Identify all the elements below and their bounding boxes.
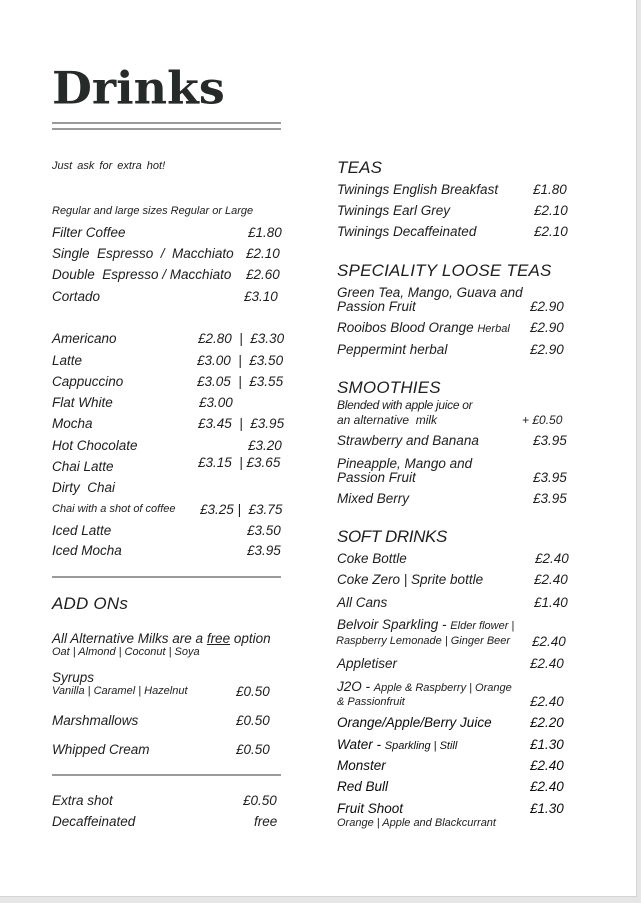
water-name: Water - — [337, 737, 385, 752]
whipped-cream-price: £0.50 — [236, 742, 270, 757]
item-name: Flat White — [52, 395, 113, 410]
item-name: Fruit Shoot — [337, 801, 404, 816]
item-price: £2.60 — [246, 267, 280, 282]
alt-milks-free: free — [206, 631, 231, 646]
item-name — [337, 738, 457, 752]
item-name: Coke Zero | Sprite bottle — [337, 572, 484, 587]
alt-milks-pre: All Alternative Milks are a — [52, 631, 207, 646]
extra-shot-price: £0.50 — [243, 793, 277, 808]
syrups-price: £0.50 — [236, 684, 270, 699]
belvoir-name: Belvoir Sparkling - — [337, 617, 451, 632]
item-price: £2.10 — [534, 203, 568, 218]
item-name: Monster — [337, 758, 386, 773]
item-price: £3.50 — [247, 523, 281, 538]
item-name: Americano — [52, 331, 117, 346]
item-name: Iced Mocha — [52, 543, 122, 558]
item-price: £3.95 — [533, 433, 567, 448]
item-price: £3.25 | £3.75 — [200, 502, 283, 517]
item-name — [337, 618, 514, 632]
item-name: Peppermint herbal — [337, 342, 448, 357]
item-name: Pineapple, Mango and — [337, 456, 473, 471]
item-price: £2.80 | £3.30 — [198, 331, 285, 346]
page-title: Drinks — [52, 61, 225, 115]
item-price: £3.05 | £3.55 — [197, 374, 284, 389]
section-divider — [52, 774, 281, 776]
item-name: Passion Fruit — [337, 470, 416, 485]
belvoir-flavours: Raspberry Lemonade | Ginger Beer — [336, 635, 511, 647]
item-price: £3.15 | £3.65 — [198, 455, 281, 470]
rooibos-sub: Herbal — [477, 323, 510, 335]
marshmallows-price: £0.50 — [236, 713, 270, 728]
item-name: All Cans — [337, 595, 388, 610]
item-price: £3.45 | £3.95 — [198, 416, 285, 431]
item-price: £2.40 — [534, 572, 568, 587]
item-price: £1.80 — [533, 182, 567, 197]
item-name: Strawberry and Banana — [337, 433, 479, 448]
smoothies-note: Blended with apple juice or — [337, 398, 473, 412]
item-price: £3.00 — [199, 395, 233, 410]
item-name — [337, 321, 510, 335]
soft-drinks-heading: SOFT DRINKS — [337, 527, 447, 546]
sizes-note: Regular and large sizes Regular or Large — [52, 205, 254, 217]
syrups-label: Syrups — [52, 670, 95, 685]
extra-hot-note: Just ask for extra hot! — [52, 160, 166, 172]
item-name: Orange/Apple/Berry Juice — [337, 715, 492, 730]
decaf-label: Decaffeinated — [52, 814, 136, 829]
extra-shot-label: Extra shot — [52, 793, 113, 808]
whipped-cream-label: Whipped Cream — [52, 742, 150, 757]
decaf-price: free — [254, 814, 278, 829]
item-name: Twinings English Breakfast — [337, 182, 499, 197]
item-price: £3.95 — [533, 470, 567, 485]
loose-teas-heading: SPECIALITY LOOSE TEAS — [337, 261, 552, 280]
j2o-name: J2O - — [337, 679, 374, 694]
item-price: £3.20 — [248, 438, 282, 453]
item-price: £1.30 — [530, 737, 564, 752]
smoothies-heading: SMOOTHIES — [337, 378, 441, 397]
addons-heading: ADD ONs — [52, 594, 129, 613]
item-price: £2.20 — [530, 715, 564, 730]
item-name: Cappuccino — [52, 374, 124, 389]
item-price: £2.90 — [530, 299, 564, 314]
item-name: Filter Coffee — [52, 225, 126, 240]
alt-milks-list: Oat | Almond | Coconut | Soya — [52, 646, 200, 658]
item-price: £3.95 — [533, 491, 567, 506]
item-name: Iced Latte — [52, 523, 112, 538]
item-name: Cortado — [52, 289, 101, 304]
alt-milks-post: option — [230, 631, 271, 646]
item-price: £1.40 — [534, 595, 568, 610]
alt-milks-text — [52, 632, 271, 646]
item-name: Dirty Chai — [52, 480, 116, 495]
smoothies-note-price: + £0.50 — [522, 413, 563, 427]
title-rule-top — [52, 122, 281, 124]
item-name — [337, 680, 512, 694]
item-price: £2.40 — [532, 634, 566, 649]
item-name: Appletiser — [337, 656, 398, 671]
item-name: Hot Chocolate — [52, 438, 138, 453]
item-price: £2.40 — [530, 758, 564, 773]
item-name: Chai Latte — [52, 459, 114, 474]
item-name: Twinings Decaffeinated — [337, 224, 477, 239]
item-price: £2.40 — [530, 779, 564, 794]
section-divider — [52, 576, 281, 578]
item-price: £1.80 — [248, 225, 282, 240]
item-name: Mocha — [52, 416, 93, 431]
water-sub: Sparkling | Still — [384, 740, 458, 752]
item-price: £2.90 — [530, 342, 564, 357]
item-name: Chai with a shot of coffee — [52, 503, 176, 515]
item-price: £2.90 — [530, 320, 564, 335]
item-price: £3.10 — [244, 289, 278, 304]
rooibos-name: Rooibos Blood Orange — [337, 320, 474, 335]
item-price: £3.00 | £3.50 — [197, 353, 284, 368]
belvoir-sub: Elder flower | — [450, 620, 515, 632]
item-name: Latte — [52, 353, 83, 368]
j2o-flavours: & Passionfruit — [337, 696, 405, 708]
teas-heading: TEAS — [337, 158, 383, 177]
item-name: Mixed Berry — [337, 491, 410, 506]
item-price: £2.10 — [534, 224, 568, 239]
marshmallows-label: Marshmallows — [52, 713, 139, 728]
item-name: Coke Bottle — [337, 551, 407, 566]
item-name: Red Bull — [337, 779, 389, 794]
item-price: £1.30 — [530, 801, 564, 816]
item-name: Single Espresso / Macchiato — [52, 246, 234, 261]
item-price: £3.95 — [247, 543, 281, 558]
item-price: £2.10 — [246, 246, 280, 261]
item-price: £2.40 — [530, 694, 564, 709]
item-price: £2.40 — [535, 551, 569, 566]
item-name: Double Espresso / Macchiato — [52, 267, 232, 282]
title-rule-bottom — [52, 128, 281, 130]
item-price: £2.40 — [530, 656, 564, 671]
fruit-shoot-flavours: Orange | Apple and Blackcurrant — [337, 817, 496, 829]
item-name: Twinings Earl Grey — [337, 203, 451, 218]
item-name: Green Tea, Mango, Guava and — [337, 285, 523, 300]
j2o-sub: Apple & Raspberry | Orange — [373, 682, 512, 694]
smoothies-note: an alternative milk — [337, 413, 438, 427]
item-name: Passion Fruit — [337, 299, 416, 314]
syrups-list: Vanilla | Caramel | Hazelnut — [52, 685, 188, 697]
